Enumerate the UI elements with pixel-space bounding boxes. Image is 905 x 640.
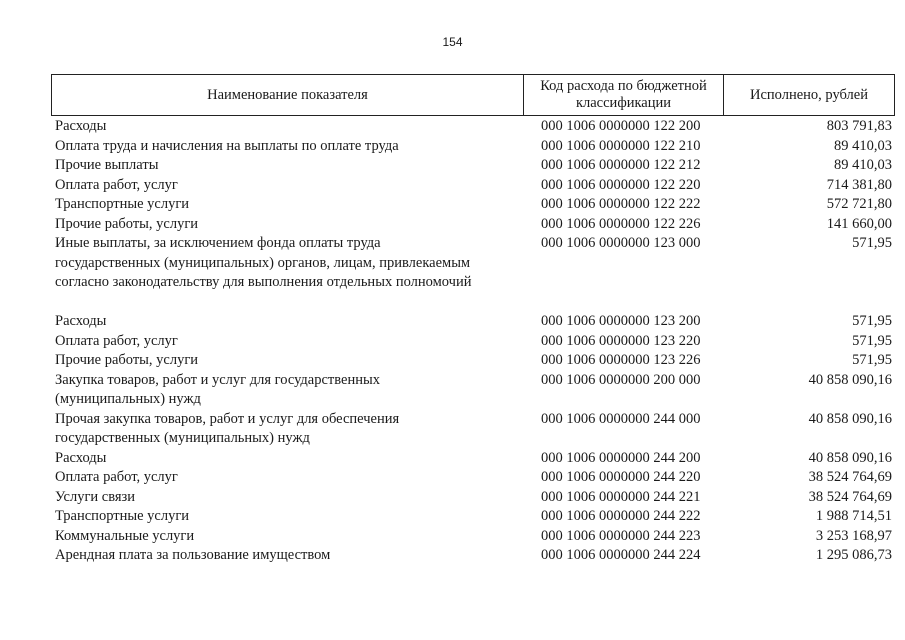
row-name: Транспортные услуги xyxy=(55,508,190,524)
row-amount: 40 858 090,16 xyxy=(808,410,892,427)
row-name: Расходы xyxy=(55,118,107,134)
row-code: 000 1006 0000000 244 222 xyxy=(541,508,701,524)
table-row xyxy=(0,137,905,157)
row-code: 000 1006 0000000 122 212 xyxy=(541,157,701,173)
row-amount: 571,95 xyxy=(852,332,892,349)
table-row xyxy=(0,156,905,176)
row-amount: 40 858 090,16 xyxy=(808,371,892,388)
row-amount: 572 721,80 xyxy=(826,196,892,212)
row-name: Оплата труда и начисления на выплаты по оплате труда xyxy=(55,137,399,154)
table-row xyxy=(0,468,905,488)
row-name: Транспортные услуги xyxy=(55,196,190,212)
table-row xyxy=(0,332,905,352)
table-row xyxy=(0,176,905,196)
row-name: Арендная плата за пользование имуществом xyxy=(55,547,331,563)
row-code: 000 1006 0000000 123 220 xyxy=(541,332,701,349)
table-row xyxy=(0,507,905,527)
row-amount: 89 410,03 xyxy=(834,137,892,154)
table-row xyxy=(0,546,905,566)
row-name: Прочие работы, услуги xyxy=(55,215,199,232)
row-amount: 38 524 764,69 xyxy=(808,469,892,485)
row-name: Услуги связи xyxy=(55,488,136,505)
row-code: 000 1006 0000000 122 222 xyxy=(541,196,701,212)
table-header xyxy=(51,74,895,116)
table-row xyxy=(0,351,905,371)
row-name: Оплата работ, услуг xyxy=(55,332,178,349)
row-code: 000 1006 0000000 123 200 xyxy=(541,313,701,329)
table-row xyxy=(0,234,905,312)
row-code: 000 1006 0000000 123 000 xyxy=(541,235,701,251)
row-code: 000 1006 0000000 122 200 xyxy=(541,118,701,134)
table-row xyxy=(0,410,905,449)
row-amount: 38 524 764,69 xyxy=(808,488,892,505)
row-code: 000 1006 0000000 244 224 xyxy=(541,547,701,563)
row-amount: 1 295 086,73 xyxy=(815,547,892,563)
table-row xyxy=(0,371,905,410)
page-number: 154 xyxy=(442,35,463,49)
table-row xyxy=(0,117,905,137)
table-row xyxy=(0,488,905,508)
row-code: 000 1006 0000000 244 221 xyxy=(541,488,701,505)
row-name: Расходы xyxy=(55,449,107,466)
row-code: 000 1006 0000000 200 000 xyxy=(541,371,701,388)
row-name: Коммунальные услуги xyxy=(55,527,195,544)
row-code: 000 1006 0000000 122 226 xyxy=(541,215,701,232)
row-name: Прочие выплаты xyxy=(55,157,159,173)
row-code: 000 1006 0000000 123 226 xyxy=(541,352,701,368)
row-amount: 1 988 714,51 xyxy=(815,508,892,524)
table-row xyxy=(0,527,905,547)
row-amount: 571,95 xyxy=(852,313,892,329)
row-code: 000 1006 0000000 122 210 xyxy=(541,137,701,154)
row-amount: 803 791,83 xyxy=(826,118,892,134)
row-name: Прочая закупка товаров, работ и услуг для обеспечения государственных (муниципальных) нужд xyxy=(55,410,400,446)
row-code: 000 1006 0000000 244 223 xyxy=(541,527,701,544)
table-body xyxy=(0,117,905,566)
row-amount: 40 858 090,16 xyxy=(808,449,892,466)
row-name: Закупка товаров, работ и услуг для государственных (муниципальных) нужд xyxy=(55,371,380,407)
row-amount: 571,95 xyxy=(852,352,892,368)
column-header-name: Наименование показателя xyxy=(52,75,524,115)
table-row xyxy=(0,195,905,215)
row-code: 000 1006 0000000 244 220 xyxy=(541,469,701,485)
row-amount: 571,95 xyxy=(852,235,892,251)
row-amount: 3 253 168,97 xyxy=(815,527,892,544)
row-name: Прочие работы, услуги xyxy=(55,352,199,368)
row-name: Расходы xyxy=(55,313,107,329)
row-code: 000 1006 0000000 244 000 xyxy=(541,410,701,427)
row-amount: 89 410,03 xyxy=(834,157,892,173)
column-header-amount: Исполнено, рублей xyxy=(750,86,868,103)
row-name: Оплата работ, услуг xyxy=(55,176,178,193)
column-header-code: Код расхода по бюджетной классификации xyxy=(524,75,724,115)
row-code: 000 1006 0000000 244 200 xyxy=(541,449,701,466)
row-name: Оплата работ, услуг xyxy=(55,469,178,485)
row-amount: 714 381,80 xyxy=(826,176,892,193)
row-name: Иные выплаты, за исключением фонда оплаты труда государственных (муниципальных) органов, лицам, привлекаемым согласно законодательству для выполнения отдельных полномочий xyxy=(55,235,472,290)
table-row xyxy=(0,449,905,469)
table-row xyxy=(0,312,905,332)
table-row xyxy=(0,215,905,235)
row-code: 000 1006 0000000 122 220 xyxy=(541,176,701,193)
row-amount: 141 660,00 xyxy=(826,215,892,232)
